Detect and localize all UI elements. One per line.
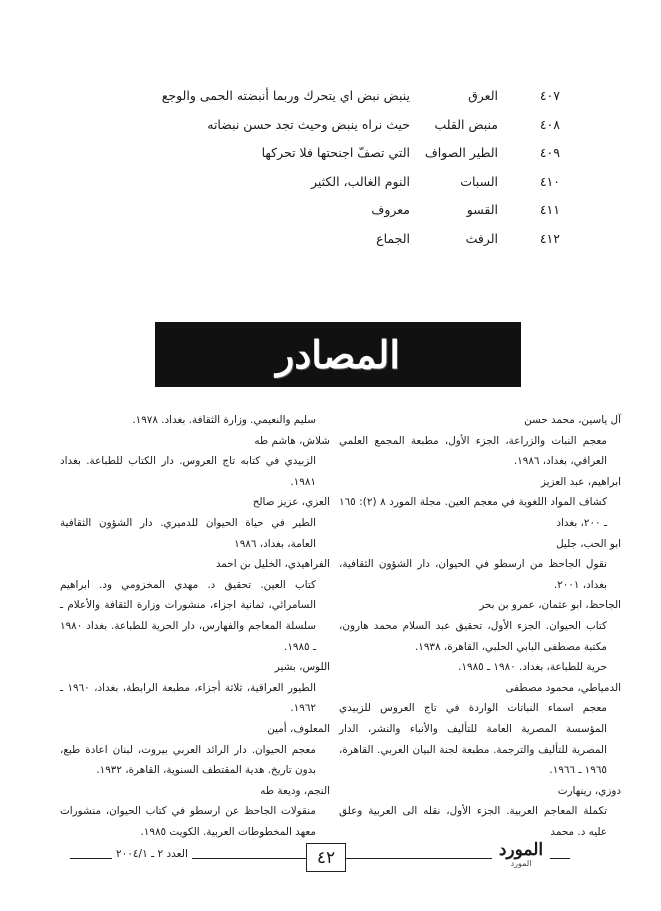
source-entry: الزبيدي في كتابه تاج العروس. دار الكتاب للطباعة. بغداد ١٩٨١. xyxy=(60,455,316,488)
glossary-number: ٤٠٩ xyxy=(539,145,560,160)
page-number-box xyxy=(306,843,346,872)
logo-text: المورد xyxy=(498,839,544,860)
source-entry: نقول الجاحظ من ارسطو في الحيوان، دار الشؤون الثقافية، بغداد، ٢٠٠١. xyxy=(339,558,607,591)
source-entry: كتاب الحيوان. الجزء الأول، تحقيق عبد السلام محمد هارون، مكتبة مصطفى البابي الحلبي، القاهرة، ١٩٣٨. xyxy=(339,619,607,653)
source-author: الفراهيدي، الخليل بن احمد xyxy=(215,558,330,571)
glossary-number: ٤٠٨ xyxy=(539,116,560,132)
source-entry: كتاب العين. تحقيق د. مهدي المخزومي ود. ابراهيم السامرائي، ثمانية اجزاء، منشورات وزارة الثقافة والأعلام ـ سلسلة المعاجم والفهارس، دار الحرية للطباعة. بغداد ١٩٨٠ ـ ١٩٨٥. xyxy=(60,578,316,653)
source-author: شلاش، هاشم طه xyxy=(254,434,330,447)
glossary-definition: الجماع xyxy=(376,230,410,246)
glossary-term: السبات xyxy=(460,173,498,189)
glossary-definition: ينبض نبض اي يتحرك وربما أنبضته الحمى والوجع xyxy=(161,88,410,103)
source-entry: معجم اسماء النباتات الواردة في تاج العروس للزبيدي المؤسسة المصرية العامة للتأليف والأنباء والنشر، الدار المصرية للتأليف والترجمة. مطبعة لجنة البيان العربي. القاهرة، ١٩٦٥ ـ ١٩٦٦. xyxy=(339,702,607,777)
source-author: المعلوف، أمين xyxy=(267,722,330,735)
source-author: الجاحظ، ابو عثمان، عمرو بن بحر xyxy=(479,599,621,612)
source-entry: الطير في حياة الحيوان للدميري. دار الشؤون الثقافية العامة، بغداد، ١٩٨٦ xyxy=(60,516,316,550)
glossary-row xyxy=(100,202,560,231)
glossary-definition: النوم الغالب، الكثير xyxy=(310,173,410,189)
source-author: الدمياطي، محمود مصطفى xyxy=(505,681,621,694)
source-entry: سليم والنعيمي. وزارة الثقافة. بغداد. ١٩٧٨. xyxy=(132,414,316,426)
glossary-number: ٤٠٧ xyxy=(539,88,560,103)
source-author: اللوس، بشير xyxy=(274,661,330,674)
glossary-number: ٤١٠ xyxy=(539,173,560,189)
source-entry: معجم النبات والزراعة، الجزء الأول، مطبعة المجمع العلمي العراقي، بغداد، ١٩٨٦. xyxy=(339,434,607,468)
footer-issue: العدد ٢ ـ ٢٠٠٤/١ xyxy=(112,848,192,860)
glossary-row xyxy=(100,117,560,146)
source-author: النجم، وديعة طه xyxy=(260,784,330,797)
source-entry: كشاف المواد اللغوية في معجم العين. مجلة المورد ٨ (٢): ١٦٥ ـ ٢٠٠، بغداد xyxy=(339,496,608,529)
section-title-banner xyxy=(155,322,521,387)
journal-logo xyxy=(492,836,550,872)
glossary-row xyxy=(100,174,560,203)
glossary-number: ٤١١ xyxy=(539,202,560,217)
source-entry: حرية للطباعة، بغداد. ١٩٨٠ ـ ١٩٨٥. xyxy=(458,661,607,674)
glossary-term: الرفث xyxy=(465,230,498,246)
glossary-row xyxy=(100,145,560,174)
source-author: ابراهيم، عبد العزيز xyxy=(540,475,621,488)
source-entry: منقولات الجاحظ عن ارسطو في كتاب الحيوان، منشورات معهد المخطوطات العربية. الكويت ١٩٨٥. xyxy=(60,805,316,838)
sources-column-left xyxy=(60,410,330,842)
source-author: آل ياسين، محمد حسن xyxy=(524,414,621,426)
source-author: ابو الحب، جليل xyxy=(556,537,621,550)
source-author: العزي، عزيز صالح xyxy=(252,496,330,509)
page-number: ٤٢ xyxy=(316,847,336,868)
glossary-definition: التي تصفّ اجنحتها فلا تحركها xyxy=(261,145,410,160)
sources-column-right xyxy=(339,410,621,842)
source-entry: معجم الحيوان. دار الرائد العربي بيروت، لبنان اعادة طبع، بدون تاريخ. هدية المقتطف السنوية، القاهرة، ١٩٣٢. xyxy=(60,743,316,777)
glossary-list xyxy=(100,88,560,259)
glossary-row xyxy=(100,88,560,117)
glossary-definition: معروف xyxy=(371,202,410,217)
source-entry: الطيور العراقية، ثلاثة أجزاء، مطبعة الرابطة، بغداد، ١٩٦٠ ـ ١٩٦٢. xyxy=(60,681,316,715)
glossary-row xyxy=(100,231,560,260)
source-author: دوزي، رينهارت xyxy=(557,784,621,797)
source-entry: تكملة المعاجم العربية. الجزء الأول، نقله الى العربية وعلق عليه د. محمد xyxy=(339,805,607,838)
glossary-term: القسو xyxy=(466,202,498,217)
glossary-definition: حيث نراه ينبض وحيث تجد حسن نبضاته xyxy=(207,116,410,132)
glossary-term: الطير الصواف xyxy=(424,145,498,160)
section-title: المصادر xyxy=(276,332,400,377)
glossary-term: منبض القلب xyxy=(434,116,498,132)
logo-subtext: المورد xyxy=(510,858,532,868)
glossary-term: العرق xyxy=(468,88,498,103)
glossary-number: ٤١٢ xyxy=(539,230,560,246)
